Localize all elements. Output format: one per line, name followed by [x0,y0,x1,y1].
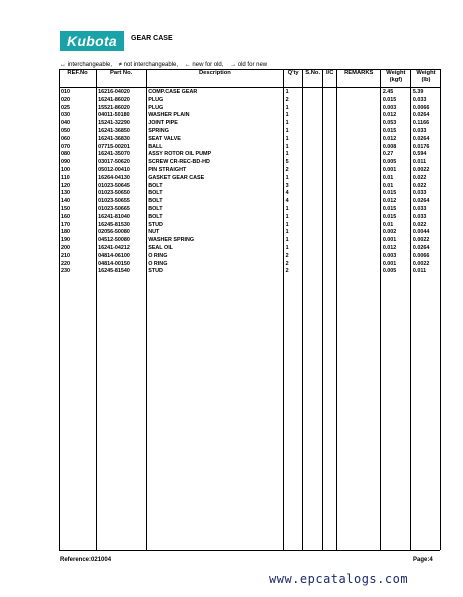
qty-cell: 3 [285,182,289,189]
qty-cell: 1 [285,112,289,119]
watermark: www.epcatalogs.com [269,572,409,586]
weight-kgf-cell: 0.27 [382,151,394,158]
table-row [59,128,441,136]
weight-kgf-cell: 0.012 [382,245,397,252]
ref-no-cell: 140 [61,198,70,205]
weight-kgf-cell: 0.002 [382,229,397,236]
ic-cell [323,144,337,152]
table-row [59,97,441,105]
ref-no-cell: 110 [61,174,70,181]
table-row [59,151,441,159]
ref-no-cell: 020 [61,96,70,103]
description-cell: STUD [148,268,163,275]
remarks-cell [337,128,381,136]
qty-cell: 1 [285,89,289,96]
weight-kgf-cell: 0.003 [382,252,397,259]
ic-cell [323,268,337,276]
weight-lb-cell: 0.0066 [412,252,430,259]
table-row [59,253,441,261]
remarks-cell [337,167,381,175]
table-bottom-border [59,550,440,551]
serial-no-cell [303,198,323,206]
ref-no-cell: 070 [61,143,70,150]
table-row [59,261,441,269]
weight-lb-cell: 5.39 [412,89,424,96]
ic-cell [323,206,337,214]
interchangeability-legend [60,62,272,68]
part-no-cell: 16241-04212 [98,245,130,252]
serial-no-cell [303,183,323,191]
qty-cell: 1 [285,151,289,158]
serial-no-cell [303,268,323,276]
ref-no-cell: 040 [61,120,70,127]
ref-no-cell: 100 [61,167,70,174]
weight-kgf-cell: 0.01 [382,182,394,189]
ic-cell [323,136,337,144]
description-cell: BOLT [148,213,163,220]
weight-kgf-cell: 0.012 [382,135,397,142]
ic-cell [323,214,337,222]
ref-no-cell: 050 [61,128,70,135]
table-row [59,229,441,237]
table-row [59,268,441,276]
ref-no-cell: 210 [61,252,70,259]
serial-no-cell [303,151,323,159]
header-remarks: REMARKS [344,70,374,76]
reference-number: Reference:021004 [60,557,112,563]
table-row [59,183,441,191]
part-no-cell: 16241-35070 [98,151,130,158]
remarks-cell [337,97,381,105]
part-no-cell: 15521-86020 [98,104,130,111]
qty-cell: 1 [285,237,289,244]
description-cell: SPRING [148,128,169,135]
remarks-cell [337,206,381,214]
ic-cell [323,229,337,237]
kubota-logo: Kubota [60,31,124,51]
qty-cell: 1 [285,128,289,135]
remarks-cell [337,198,381,206]
header-description: Description [198,70,231,76]
qty-cell: 2 [285,252,289,259]
remarks-cell [337,222,381,230]
serial-no-cell [303,97,323,105]
ic-cell [323,198,337,206]
table-row [59,214,441,222]
serial-no-cell [303,120,323,128]
part-no-cell: 16245-81540 [98,268,130,275]
description-cell: GASKET GEAR CASE [148,174,205,181]
description-cell: PLUG [148,104,164,111]
description-cell: PLUG [148,96,164,103]
description-cell: WASHER PLAIN [148,112,190,119]
weight-lb-cell: 0.033 [412,190,427,197]
ic-cell [323,151,337,159]
qty-cell: 4 [285,190,289,197]
serial-no-cell [303,229,323,237]
ic-cell [323,97,337,105]
weight-lb-cell: 0.0176 [412,143,430,150]
ref-no-cell: 160 [61,213,70,220]
qty-cell: 1 [285,135,289,142]
serial-no-cell [303,214,323,222]
header-part-no: Part No. [110,70,133,76]
description-cell: O RING [148,260,168,267]
remarks-cell [337,229,381,237]
weight-kgf-cell: 0.01 [382,174,394,181]
table-row [59,120,441,128]
ref-no-cell: 025 [61,104,70,111]
legend-interchangeable: ↔ interchangeable, [60,62,113,68]
weight-kgf-cell: 0.01 [382,221,394,228]
remarks-cell [337,151,381,159]
description-cell: STUD [148,221,163,228]
weight-lb-cell: 0.0022 [412,167,430,174]
ref-no-cell: 180 [61,229,70,236]
header-ref-no: REF.No [67,70,88,76]
weight-kgf-cell: 0.015 [382,213,397,220]
description-cell: BOLT [148,190,163,197]
part-no-cell: 15241-32290 [98,120,130,127]
part-no-cell: 16241-36830 [98,135,130,142]
remarks-cell [337,261,381,269]
qty-cell: 1 [285,221,289,228]
header-ic: I/C [325,70,334,76]
header-weight-kgf: Weight (kgf) [386,70,406,83]
legend-not-interchangeable: ≠ not interchangeable, [118,62,179,68]
remarks-cell [337,245,381,253]
qty-cell: 1 [285,104,289,111]
serial-no-cell [303,190,323,198]
qty-cell: 2 [285,260,289,267]
serial-no-cell [303,253,323,261]
qty-cell: 1 [285,143,289,150]
qty-cell: 1 [285,213,289,220]
ic-cell [323,128,337,136]
header-serial-no: S.No. [305,70,321,76]
ref-no-cell: 190 [61,237,70,244]
serial-no-cell [303,167,323,175]
ic-cell [323,222,337,230]
weight-kgf-cell: 0.003 [382,104,397,111]
serial-no-cell [303,136,323,144]
weight-lb-cell: 0.0264 [412,198,430,205]
part-no-cell: 16216-04020 [98,89,130,96]
description-cell: COMP.CASE GEAR [148,89,198,96]
ic-cell [323,175,337,183]
qty-cell: 4 [285,198,289,205]
weight-lb-cell: 0.022 [412,182,427,189]
part-no-cell: 04011-50180 [98,112,130,119]
serial-no-cell [303,261,323,269]
description-cell: NUT [148,229,160,236]
weight-lb-cell: 0.594 [412,151,427,158]
part-no-cell: 01023-50655 [98,198,130,205]
ref-no-cell: 150 [61,206,70,213]
remarks-cell [337,268,381,276]
weight-kgf-cell: 0.005 [382,268,397,275]
remarks-cell [337,253,381,261]
part-no-cell: 16264-04130 [98,174,130,181]
part-no-cell: 05012-00410 [98,167,130,174]
ref-no-cell: 010 [61,89,70,96]
part-no-cell: 01023-50645 [98,182,130,189]
weight-kgf-cell: 0.053 [382,120,397,127]
parts-table [59,69,441,276]
qty-cell: 5 [285,159,289,166]
ic-cell [323,237,337,245]
part-no-cell: 16241-86020 [98,96,130,103]
weight-kgf-cell: 0.008 [382,143,397,150]
parts-table-body [59,87,441,276]
weight-kgf-cell: 0.015 [382,128,397,135]
weight-kgf-cell: 0.015 [382,206,397,213]
ic-cell [323,167,337,175]
ref-no-cell: 220 [61,260,70,267]
description-cell: SEAL OIL [148,245,173,252]
ref-no-cell: 130 [61,190,70,197]
table-row [59,87,441,97]
page-title: GEAR CASE [131,35,173,42]
weight-lb-cell: 0.033 [412,128,427,135]
remarks-cell [337,120,381,128]
ref-no-cell: 060 [61,135,70,142]
ref-no-cell: 030 [61,112,70,119]
legend-new-for-old: ← new for old, [184,62,224,68]
part-no-cell: 04512-50080 [98,237,130,244]
serial-no-cell [303,175,323,183]
table-row [59,175,441,183]
remarks-cell [337,183,381,191]
weight-lb-cell: 0.022 [412,174,427,181]
part-no-cell: 16245-81530 [98,221,130,228]
weight-lb-cell: 0.0264 [412,245,430,252]
ref-no-cell: 200 [61,245,70,252]
qty-cell: 2 [285,96,289,103]
table-row [59,190,441,198]
ic-cell [323,245,337,253]
weight-lb-cell: 0.0264 [412,112,430,119]
serial-no-cell [303,87,323,97]
part-no-cell: 03017-50620 [98,159,130,166]
weight-kgf-cell: 0.001 [382,260,397,267]
table-row [59,105,441,113]
description-cell: SCREW CR-REC-BD-HD [148,159,210,166]
table-row [59,245,441,253]
ic-cell [323,253,337,261]
remarks-cell [337,175,381,183]
table-row [59,206,441,214]
ref-no-cell: 230 [61,268,70,275]
weight-lb-cell: 0.033 [412,206,427,213]
part-no-cell: 16241-81040 [98,213,130,220]
weight-kgf-cell: 0.015 [382,96,397,103]
part-no-cell: 01023-50650 [98,190,130,197]
remarks-cell [337,105,381,113]
weight-lb-cell: 0.033 [412,213,427,220]
header-qty: Q'ty [287,70,299,76]
weight-lb-cell: 0.011 [412,268,427,275]
table-row [59,159,441,167]
weight-lb-cell: 0.0022 [412,260,430,267]
ic-cell [323,159,337,167]
description-cell: ASSY ROTOR OIL PUMP [148,151,212,158]
table-row [59,167,441,175]
part-no-cell: 02056-50080 [98,229,130,236]
qty-cell: 1 [285,245,289,252]
serial-no-cell [303,222,323,230]
remarks-cell [337,144,381,152]
serial-no-cell [303,206,323,214]
weight-lb-cell: 0.1166 [412,120,430,127]
part-no-cell: 07715-00201 [98,143,130,150]
remarks-cell [337,214,381,222]
ic-cell [323,261,337,269]
description-cell: PIN STRAIGHT [148,167,187,174]
ref-no-cell: 120 [61,182,70,189]
qty-cell: 1 [285,229,289,236]
serial-no-cell [303,128,323,136]
weight-kgf-cell: 0.015 [382,190,397,197]
part-no-cell: 04814-00150 [98,260,130,267]
weight-lb-cell: 0.0264 [412,135,430,142]
table-row [59,112,441,120]
ic-cell [323,105,337,113]
part-no-cell: 04814-06100 [98,252,130,259]
table-row [59,237,441,245]
table-row [59,136,441,144]
remarks-cell [337,136,381,144]
remarks-cell [337,190,381,198]
remarks-cell [337,159,381,167]
qty-cell: 1 [285,206,289,213]
weight-kgf-cell: 2.45 [382,89,394,96]
remarks-cell [337,87,381,97]
description-cell: O RING [148,252,168,259]
weight-lb-cell: 0.0066 [412,104,430,111]
serial-no-cell [303,237,323,245]
serial-no-cell [303,112,323,120]
table-header-row [59,69,441,87]
serial-no-cell [303,105,323,113]
ref-no-cell: 170 [61,221,70,228]
ic-cell [323,87,337,97]
ref-no-cell: 080 [61,151,70,158]
weight-kgf-cell: 0.005 [382,159,397,166]
description-cell: SEAT VALVE [148,135,181,142]
ic-cell [323,120,337,128]
serial-no-cell [303,144,323,152]
weight-kgf-cell: 0.001 [382,237,397,244]
qty-cell: 1 [285,174,289,181]
page-number: Page:4 [413,557,433,563]
weight-lb-cell: 0.0022 [412,237,430,244]
description-cell: BALL [148,143,163,150]
weight-lb-cell: 0.0044 [412,229,430,236]
qty-cell: 1 [285,120,289,127]
ic-cell [323,183,337,191]
table-row [59,198,441,206]
ref-no-cell: 090 [61,159,70,166]
serial-no-cell [303,245,323,253]
remarks-cell [337,237,381,245]
part-no-cell: 16241-36850 [98,128,130,135]
legend-old-for-new: → old for new [230,62,268,68]
remarks-cell [337,112,381,120]
weight-lb-cell: 0.033 [412,96,427,103]
serial-no-cell [303,159,323,167]
ic-cell [323,190,337,198]
qty-cell: 2 [285,268,289,275]
header-weight-lb: Weight (lb) [416,70,436,83]
table-row [59,222,441,230]
description-cell: WASHER SPRING [148,237,195,244]
ic-cell [323,112,337,120]
description-cell: BOLT [148,198,163,205]
description-cell: BOLT [148,182,163,189]
table-row [59,144,441,152]
description-cell: JOINT PIPE [148,120,178,127]
description-cell: BOLT [148,206,163,213]
weight-lb-cell: 0.022 [412,221,427,228]
weight-lb-cell: 0.011 [412,159,427,166]
weight-kgf-cell: 0.001 [382,167,397,174]
weight-kgf-cell: 0.012 [382,198,397,205]
weight-kgf-cell: 0.012 [382,112,397,119]
qty-cell: 2 [285,167,289,174]
part-no-cell: 01023-50665 [98,206,130,213]
